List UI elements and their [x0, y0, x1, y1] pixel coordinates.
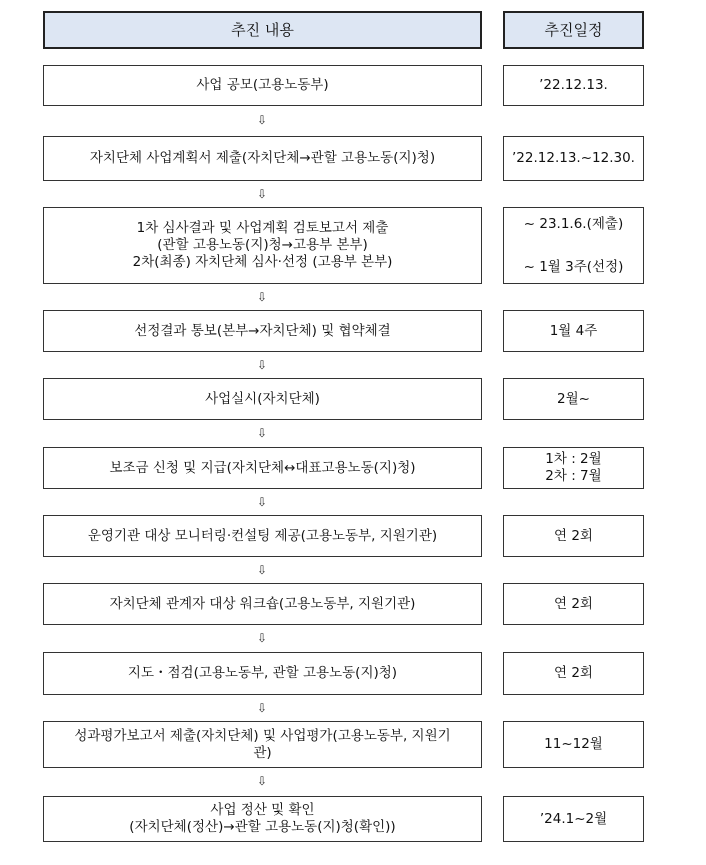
- step-content-9: [43, 652, 482, 695]
- flow-arrow-icon: ⇩: [256, 701, 268, 715]
- step-3-schedule-2: ~ 1월 3주(선정): [523, 258, 624, 275]
- step-content-1: [43, 65, 482, 106]
- step-schedule-11: [503, 796, 644, 842]
- step-7-line-1: 운영기관 대상 모니터링·컨설팅 제공(고용노동부, 지원기관): [87, 527, 438, 544]
- step-6-line-1: 보조금 신청 및 지급(자치단체↔대표고용노동(지)청): [109, 459, 416, 476]
- flow-arrow-icon: ⇩: [256, 358, 268, 372]
- flow-arrow-icon: ⇩: [256, 563, 268, 577]
- step-content-4: [43, 310, 482, 352]
- header-content-label: 추진 내용: [231, 20, 294, 39]
- step-3-schedule-1: ~ 23.1.6.(제출): [523, 215, 624, 232]
- step-schedule-8: [503, 583, 644, 625]
- step-content-7: [43, 515, 482, 557]
- step-schedule-2: [503, 136, 644, 181]
- step-2-schedule: ’22.12.13.~12.30.: [512, 150, 635, 167]
- step-content-10: [43, 721, 482, 768]
- step-3-line-2: (관할 고용노동(지)청→고용부 본부): [157, 237, 368, 254]
- step-5-line-1: 사업실시(자치단체): [205, 390, 320, 407]
- step-6-schedule-1: 1차 : 2월: [545, 451, 602, 468]
- step-4-line-1: 선정결과 통보(본부→자치단체) 및 협약체결: [134, 322, 391, 339]
- header-content: [43, 11, 482, 49]
- step-schedule-4: [503, 310, 644, 352]
- flow-arrow-icon: ⇩: [256, 774, 268, 788]
- step-8-schedule: 연 2회: [554, 595, 593, 612]
- step-10-line-2: 관): [253, 744, 272, 761]
- step-8-line-1: 자치단체 관계자 대상 워크숍(고용노동부, 지원기관): [109, 595, 416, 612]
- step-3-line-3: 2차(최종) 자치단체 심사·선정 (고용부 본부): [132, 253, 393, 270]
- step-2-line-1: 자치단체 사업계획서 제출(자치단체→관할 고용노동(지)청): [89, 150, 436, 167]
- flow-arrow-icon: ⇩: [256, 290, 268, 304]
- step-3-line-1: 1차 심사결과 및 사업계획 검토보고서 제출: [136, 220, 389, 237]
- step-content-6: [43, 447, 482, 489]
- flow-arrow-icon: ⇩: [256, 495, 268, 509]
- step-schedule-6: [503, 447, 644, 489]
- step-4-schedule: 1월 4주: [549, 322, 598, 339]
- flow-arrow-icon: ⇩: [256, 187, 268, 201]
- step-11-schedule: ’24.1~2월: [539, 810, 608, 827]
- step-7-schedule: 연 2회: [554, 527, 593, 544]
- flow-arrow-icon: ⇩: [256, 631, 268, 645]
- step-content-8: [43, 583, 482, 625]
- header-schedule: [503, 11, 644, 49]
- step-schedule-3: [503, 207, 644, 284]
- step-10-schedule: 11~12월: [544, 736, 603, 753]
- step-content-2: [43, 136, 482, 181]
- step-schedule-10: [503, 721, 644, 768]
- step-5-schedule: 2월~: [557, 390, 590, 407]
- step-11-line-1: 사업 정산 및 확인: [210, 802, 315, 819]
- step-11-line-2: (자치단체(정산)→관할 고용노동(지)청(확인)): [129, 819, 396, 835]
- step-schedule-1: [503, 65, 644, 106]
- header-schedule-label: 추진일정: [544, 20, 603, 39]
- step-schedule-5: [503, 378, 644, 420]
- step-6-schedule-2: 2차 : 7월: [545, 468, 602, 484]
- step-schedule-9: [503, 652, 644, 695]
- step-9-schedule: 연 2회: [554, 665, 593, 682]
- step-1-line-1: 사업 공모(고용노동부): [196, 77, 329, 94]
- step-1-schedule: ’22.12.13.: [539, 77, 608, 94]
- step-content-3: [43, 207, 482, 284]
- step-content-5: [43, 378, 482, 420]
- flow-arrow-icon: ⇩: [256, 113, 268, 127]
- step-content-11: [43, 796, 482, 842]
- step-9-line-1: 지도・점검(고용노동부, 관할 고용노동(지)청): [127, 665, 398, 682]
- step-schedule-7: [503, 515, 644, 557]
- step-10-line-1: 성과평가보고서 제출(자치단체) 및 사업평가(고용노동부, 지원기: [74, 727, 451, 744]
- flow-arrow-icon: ⇩: [256, 426, 268, 440]
